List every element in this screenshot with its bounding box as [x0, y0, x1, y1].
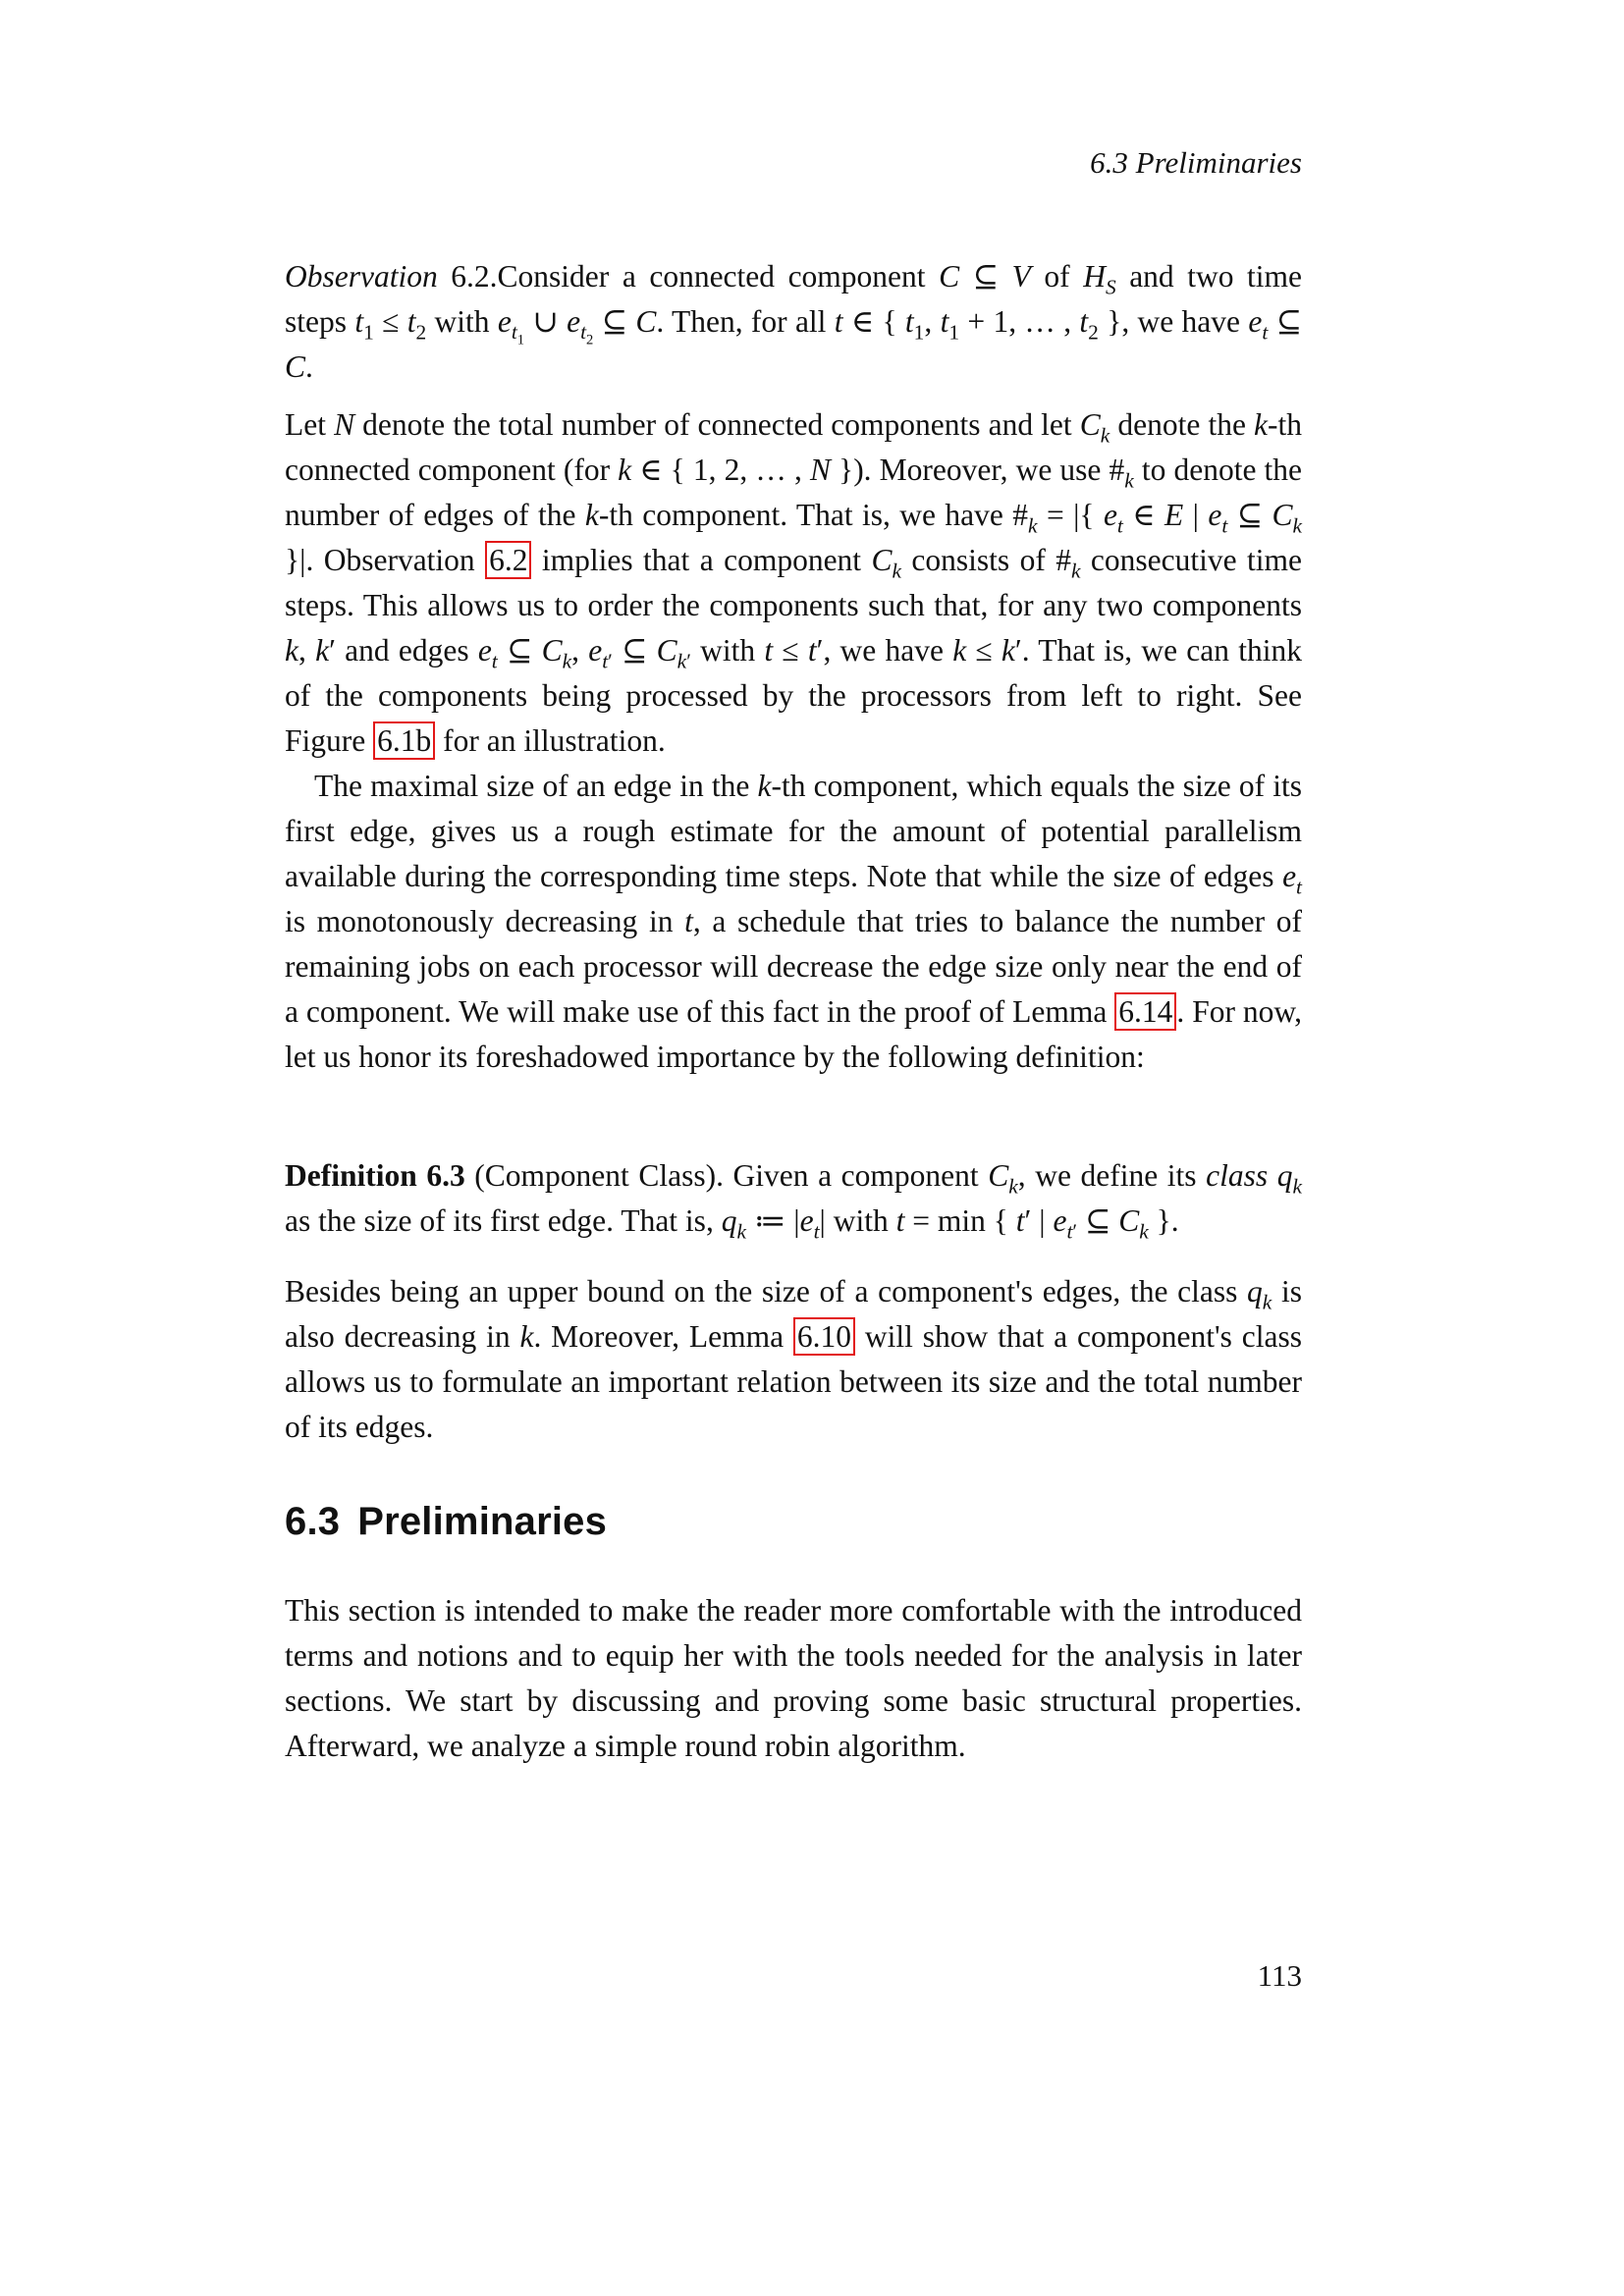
- definition-6-3: Definition 6.3 (Component Class). Given a component $C_k$, we define its class $q_k$ as the size of its first edge. That is, $q_k$ ≔ $|e_t|$ with t = min { t′ | $e_{t'}$ ⊆ $C_k$ }.: [285, 1158, 1302, 1244]
- paragraph-parallelism: The maximal size of an edge in the k-th component, which equals the size of its first edge, gives us a rough estimate for the amount of potential parallelism available during the corresponding time steps. Note that while the size of edges $e_t$ is monotonously decreasing in t, a schedule that tries to balance the number of remaining jobs on each processor will decrease the edge size only near the end of a component. We will make use of this fact in the proof of Lemma 6.14 . For now, let us honor its foreshadowed importance by the following definition:: [285, 769, 1302, 1074]
- paragraph-components: Let N denote the total number of connected components and let $C_k$ denote the k-th connected component (for k ∈ { 1, 2, … , N }). Moreover, we use $\#_k$ to denote the number of edges of the k-th component. That is, we have $\#_k$ = |{ $e_t$ ∈ E | $e_t$ ⊆ $C_k$ }|. Observation 6.2 implies that a component $C_k$ consists of $\#_k$ consecutive time steps. This allows us to order the components such that, for any two components k, k′ and edges $e_t$ ⊆ $C_k$, $e_{t'}$ ⊆ $C_{k'}$ with t ≤ t′, we have k ≤ k′. That is, we can think of the components being processed by the processors from left to right. See Figure 6.1b for an illustration.: [285, 407, 1303, 758]
- observation-6-2-link[interactable]: 6.2: [485, 541, 531, 579]
- section-number: 6.3: [285, 1500, 341, 1543]
- paragraph-intro: This section is intended to make the reader more comfortable with the introduced terms and notions and to equip her with the tools needed for the analysis in later sections. We start by discussing and proving some basic structural properties. Afterward, we analyze a simple round robin algorithm.: [285, 1593, 1302, 1763]
- page-number: 113: [1257, 1958, 1302, 1993]
- figure-6-1b-link[interactable]: 6.1b: [373, 721, 435, 760]
- observation-6-2: Observation 6.2.Consider a connected component C ⊆ V of $H_S$ and two time steps $t_1 \le t_2$ with $e_{t_1}$ ∪ $e_{t_2}$ ⊆ C. Then, for all t ∈ { $t_1$, $t_1 + 1$, … , $t_2$ }, we have $e_t$ ⊆ C.: [285, 259, 1303, 384]
- section-title: Preliminaries: [357, 1500, 608, 1543]
- lemma-6-14-link[interactable]: 6.14: [1114, 992, 1176, 1031]
- definition-label: Definition 6.3: [285, 1158, 465, 1193]
- section-heading: [285, 1500, 607, 1544]
- running-header: 6.3 Preliminaries: [1090, 145, 1302, 180]
- paragraph-class: Besides being an upper bound on the size of a component's edges, the class $q_k$ is also decreasing in k. Moreover, Lemma 6.10 will show that a component's class allows us to formulate an important relation between its size and the total number of its edges.: [285, 1274, 1302, 1444]
- lemma-6-10-link[interactable]: 6.10: [793, 1317, 855, 1356]
- observation-label: Observation: [285, 259, 438, 294]
